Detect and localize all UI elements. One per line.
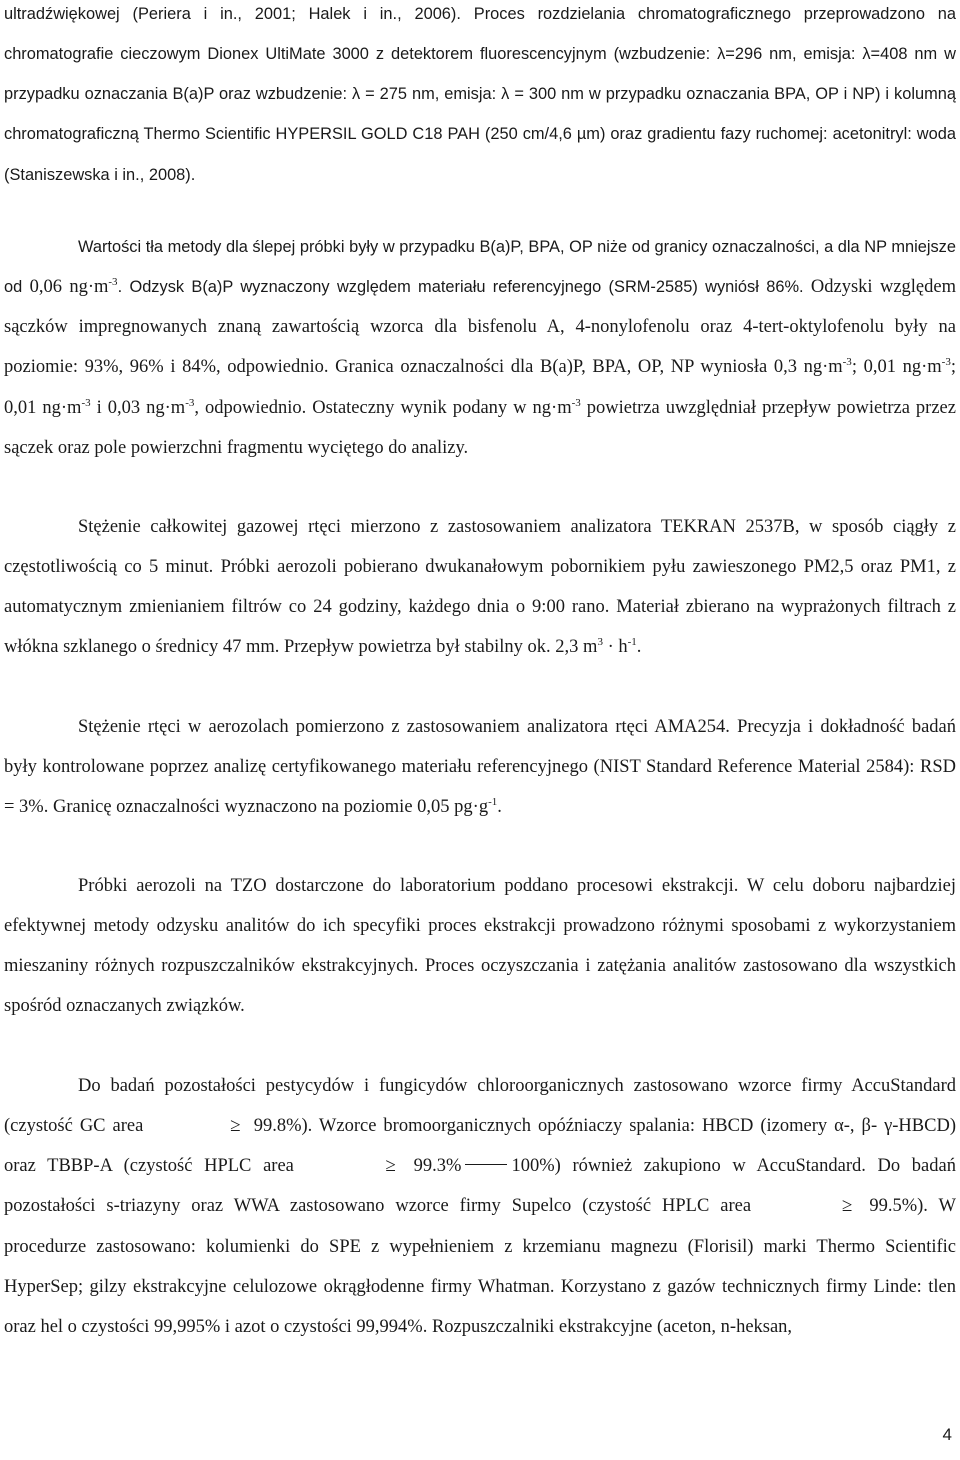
text-span: Próbki aerozoli na TZO dostarczone do laboratorium poddano procesowi ekstrakcji. (78, 876, 747, 896)
text-span: Proces rozdzielania chromatograficznego przeprowadzono na chromatografie cieczowym Dionex UltiMate 3000 z detektorem fluorescencyjnym (wzbudzenie: λ=296 nm, emisja: λ=408 nm w przypadku oznaczania B(a)P oraz wzbudzenie: λ = 275 nm, emisja: λ = 300 nm w przypadku oznaczania BPA, OP i NP) i kolumną chromatograficzną Thermo Scientific HYPERSIL GOLD C18 PAH (250 cm/4,6 µm) oraz gradientu fazy ruchomej: acetonitryl: woda (Staniszewska i in., 2008). (4, 5, 956, 184)
superscript: -3 (571, 396, 581, 409)
text-span: Granica oznaczalności dla B(a)P, BPA, OP, NP wyniosła 0,3 ng·m (335, 357, 843, 378)
text-span: , odpowiednio. (194, 397, 313, 418)
text-span: powietrza uwzględniał przepływ powietrza przez sączek oraz pole powierzchni fragmentu wyciętego do analizy. (4, 397, 956, 458)
text-span: 99.5%). (858, 1196, 939, 1217)
text-span: Wartości tła metody dla ślepej próbki były w przypadku B(a)P, BPA, OP niże od granicy oznaczalności, a dla NP mniejsze od (4, 238, 956, 297)
superscript: -3 (185, 396, 195, 409)
text-span: Ostateczny wynik podany w ng·m (312, 397, 572, 418)
page-number: 4 (942, 1425, 952, 1444)
range-dash (465, 1164, 507, 1165)
text-span: 0,06 ng·m (29, 277, 109, 298)
paragraph-mercury-gas (4, 507, 956, 668)
superscript: -3 (108, 276, 118, 289)
text-span: Przepływ powietrza był stabilny ok. 2,3 m (284, 637, 598, 658)
superscript: -3 (81, 396, 91, 409)
superscript: -1 (488, 796, 498, 809)
text-span: Stężenie rtęci w aerozolach pomierzono z zastosowaniem analizatora rtęci AMA254. (78, 717, 738, 737)
text-span: ; 0,01 ng·m (4, 357, 956, 418)
text-span: ; 0,01 ng·m (851, 357, 942, 378)
text-span: Do badań pozostałości s-triazyny oraz WWA zastosowano wzorce firmy Supelco (czystość HPLC area (4, 1156, 956, 1217)
paragraph-hplc-method (4, 0, 956, 195)
paragraph-blank-recovery (4, 227, 956, 468)
text-span: Granicę oznaczalności wyznaczono na poziomie 0,05 pg·g (52, 797, 489, 818)
greater-equal-symbol: ≥ (230, 1115, 241, 1137)
paragraph-mercury-aerosol (4, 707, 956, 827)
text-span: W procedurze zastosowano: kolumienki do SPE z wypełnieniem z krzemianu magnezu (Florisil) marki Thermo Scientific HyperSep; gilzy ekstrakcyjne celulozowe okrągłodenne firmy Whatman. (4, 1196, 956, 1297)
paragraph-standards (4, 1066, 956, 1347)
text-span: · h (602, 637, 628, 658)
text-span: . (636, 637, 642, 658)
text-span: Precyzja i dokładność badań były kontrolowane poprzez analizę certyfikowanego materiału referencyjnego (NIST Standard Reference Material 2584): RSD = 3%. (4, 717, 956, 818)
superscript: -1 (627, 636, 637, 649)
text-span: Wzorce bromoorganicznych opóźniaczy spalania: HBCD (izomery α-, β- γ-HBCD) oraz TBBP-A (czystość HPLC area (4, 1116, 956, 1177)
superscript: -3 (941, 356, 951, 369)
text-span: Korzystano z gazów technicznych firmy Linde: tlen oraz hel o czystości 99,995% i azot o czystości 99,994%. (4, 1276, 957, 1337)
text-span: Próbki aerozoli pobierano dwukanałowym pobornikiem pyłu zawieszonego PM2,5 oraz PM1, z automatycznym zmienianiem filtrów co 24 godziny, każdego dnia o 9:00 rano. (4, 557, 956, 618)
text-span: Stężenie całkowitej gazowej rtęci mierzono z zastosowaniem analizatora TEKRAN 2537B, w sposób ciągły z częstotliwością co 5 minut. (4, 517, 956, 578)
text-span: W celu doboru najbardziej efektywnej metody odzysku analitów do ich specyfiki proces ekstrakcji prowadzono różnymi sposobami z wykorzystaniem mieszaniny różnych rozpuszczalników ekstrakcyjnych. (4, 876, 956, 977)
paragraph-extraction (4, 866, 956, 1027)
text-span: 99.8%). (246, 1116, 319, 1137)
text-span: Do badań pozostałości pestycydów i fungicydów chloroorganicznych zastosowano wzorce firmy AccuStandard (czystość GC area (4, 1076, 956, 1137)
text-span: 99.3% (401, 1156, 462, 1177)
text-span: . Odzysk B(a)P wyznaczony względem materiału referencyjnego (SRM-2585) wyniósł 86%. (117, 278, 811, 297)
text-span: Rozpuszczalniki ekstrakcyjne (aceton, n-heksan, (431, 1316, 793, 1337)
text-span: . (497, 797, 502, 818)
greater-equal-symbol: ≥ (841, 1195, 853, 1217)
text-span: Materiał zbierano na wyprażonych filtrach z włókna szklanego o średnicy 47 mm. (4, 597, 956, 658)
text-span: ultradźwiękowej (Periera i in., 2001; Halek i in., 2006). (4, 5, 474, 23)
greater-equal-symbol: ≥ (385, 1155, 396, 1177)
superscript: -3 (842, 356, 852, 369)
text-span: i 0,03 ng·m (90, 397, 186, 418)
text-span: Odzyski względem sączków impregnowanych znaną zawartością wzorca dla bisfenolu A, 4-nonylofenolu oraz 4-tert-oktylofenolu były na poziomie: 93%, 96% i 84%, odpowiednio. (4, 277, 956, 378)
superscript: 3 (597, 636, 603, 649)
text-span: Proces oczyszczania i zatężania analitów zastosowano dla wszystkich spośród oznaczanych związków. (4, 956, 956, 1017)
text-span: 100%) również zakupiono w AccuStandard. (511, 1156, 878, 1177)
